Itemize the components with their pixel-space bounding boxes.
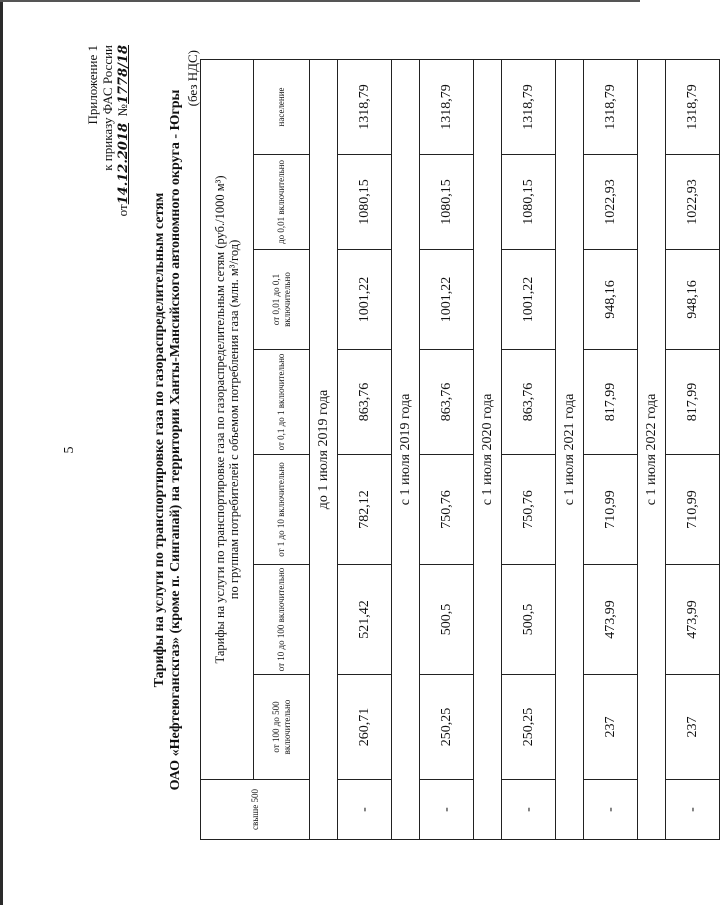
title-line-1: Тарифы на услуги по транспортировке газа по газораспределительным сетям [152,192,167,688]
table-cell: 710,99 [584,455,638,565]
document-title [152,60,184,820]
column-header: от 100 до 500 включительно [254,675,310,780]
appendix-line: Приложение 1 [85,45,100,125]
table-cell: - [666,780,720,840]
column-header: население [254,59,310,154]
table-cell: 237 [584,675,638,780]
order-line [115,45,131,216]
table-cell: 1001,22 [420,250,474,350]
table-cell: 250,25 [502,675,556,780]
table-cell: 1001,22 [338,250,392,350]
title-line-2: ОАО «Нефтеюганскгаз» (кроме п. Сингапай) на территории Ханты-Мансийского автономного округа - Югры [168,89,183,791]
table-cell: 817,99 [666,350,720,455]
period-row: до 1 июля 2019 года [310,59,338,839]
table-cell: 750,76 [420,455,474,565]
table-cell: - [338,780,392,840]
group-header-line-1: Тарифы на услуги по транспортировке газа по газораспределительным сетям (руб./1000 м³) [213,175,227,664]
table-cell: 863,76 [338,350,392,455]
group-header-line-2: по группам потребителей с объемом потребления газа (млн. м³/год) [227,239,241,600]
table-row [584,59,638,839]
tariff-table [200,59,720,840]
table-cell: 863,76 [420,350,474,455]
table-cell: 710,99 [666,455,720,565]
table-cell: 1318,79 [584,59,638,154]
order-date-prefix: от [115,204,130,217]
column-header: от 10 до 100 включительно [254,565,310,675]
table-cell: 1022,93 [584,155,638,250]
appendix-block [85,45,115,171]
column-header: от 0,1 до 1 включительно [254,350,310,455]
column-header: до 0,01 включительно [254,155,310,250]
table-cell: 782,12 [338,455,392,565]
column-header: свыше 500 [201,780,310,840]
table-cell: 473,99 [584,565,638,675]
order-number-prefix: № [115,104,130,117]
table-cell: 1318,79 [502,59,556,154]
scan-edge-top [0,0,640,2]
table-cell: 750,76 [502,455,556,565]
table-cell: 948,16 [584,250,638,350]
table-cell: 473,99 [666,565,720,675]
table-cell: 1318,79 [420,59,474,154]
table-cell: 1001,22 [502,250,556,350]
table-cell: 817,99 [584,350,638,455]
column-header: от 1 до 10 включительно [254,455,310,565]
table-cell: 500,5 [420,565,474,675]
table-cell: 260,71 [338,675,392,780]
table-cell: 1080,15 [420,155,474,250]
vat-note: (без НДС) [185,50,200,107]
order-reference: к приказу ФАС России [100,45,115,171]
table-row [666,59,720,839]
table-row [502,59,556,839]
table-cell: 237 [666,675,720,780]
table-cell: 1318,79 [666,59,720,154]
table-cell: - [502,780,556,840]
column-header: от 0,01 до 0,1 включительно [254,250,310,350]
period-row: с 1 июля 2022 года [638,59,666,839]
group-header [201,59,254,779]
table-cell: 521,42 [338,565,392,675]
order-number-handwritten: 1778/18 [116,45,131,105]
period-row: с 1 июля 2020 года [474,59,502,839]
table-cell: 250,25 [420,675,474,780]
period-row: с 1 июля 2021 года [556,59,584,839]
table-cell: - [420,780,474,840]
table-cell: 1080,15 [338,155,392,250]
table-cell: - [584,780,638,840]
page-number: 5 [62,446,77,454]
table-cell: 500,5 [502,565,556,675]
table-cell: 1022,93 [666,155,720,250]
table-row [420,59,474,839]
order-date-handwritten: 14.12.2018 [116,122,131,205]
table-row [338,59,392,839]
table-cell: 863,76 [502,350,556,455]
table-cell: 948,16 [666,250,720,350]
table-cell: 1318,79 [338,59,392,154]
period-row: с 1 июля 2019 года [392,59,420,839]
rotated-page [0,30,700,880]
table-cell: 1080,15 [502,155,556,250]
